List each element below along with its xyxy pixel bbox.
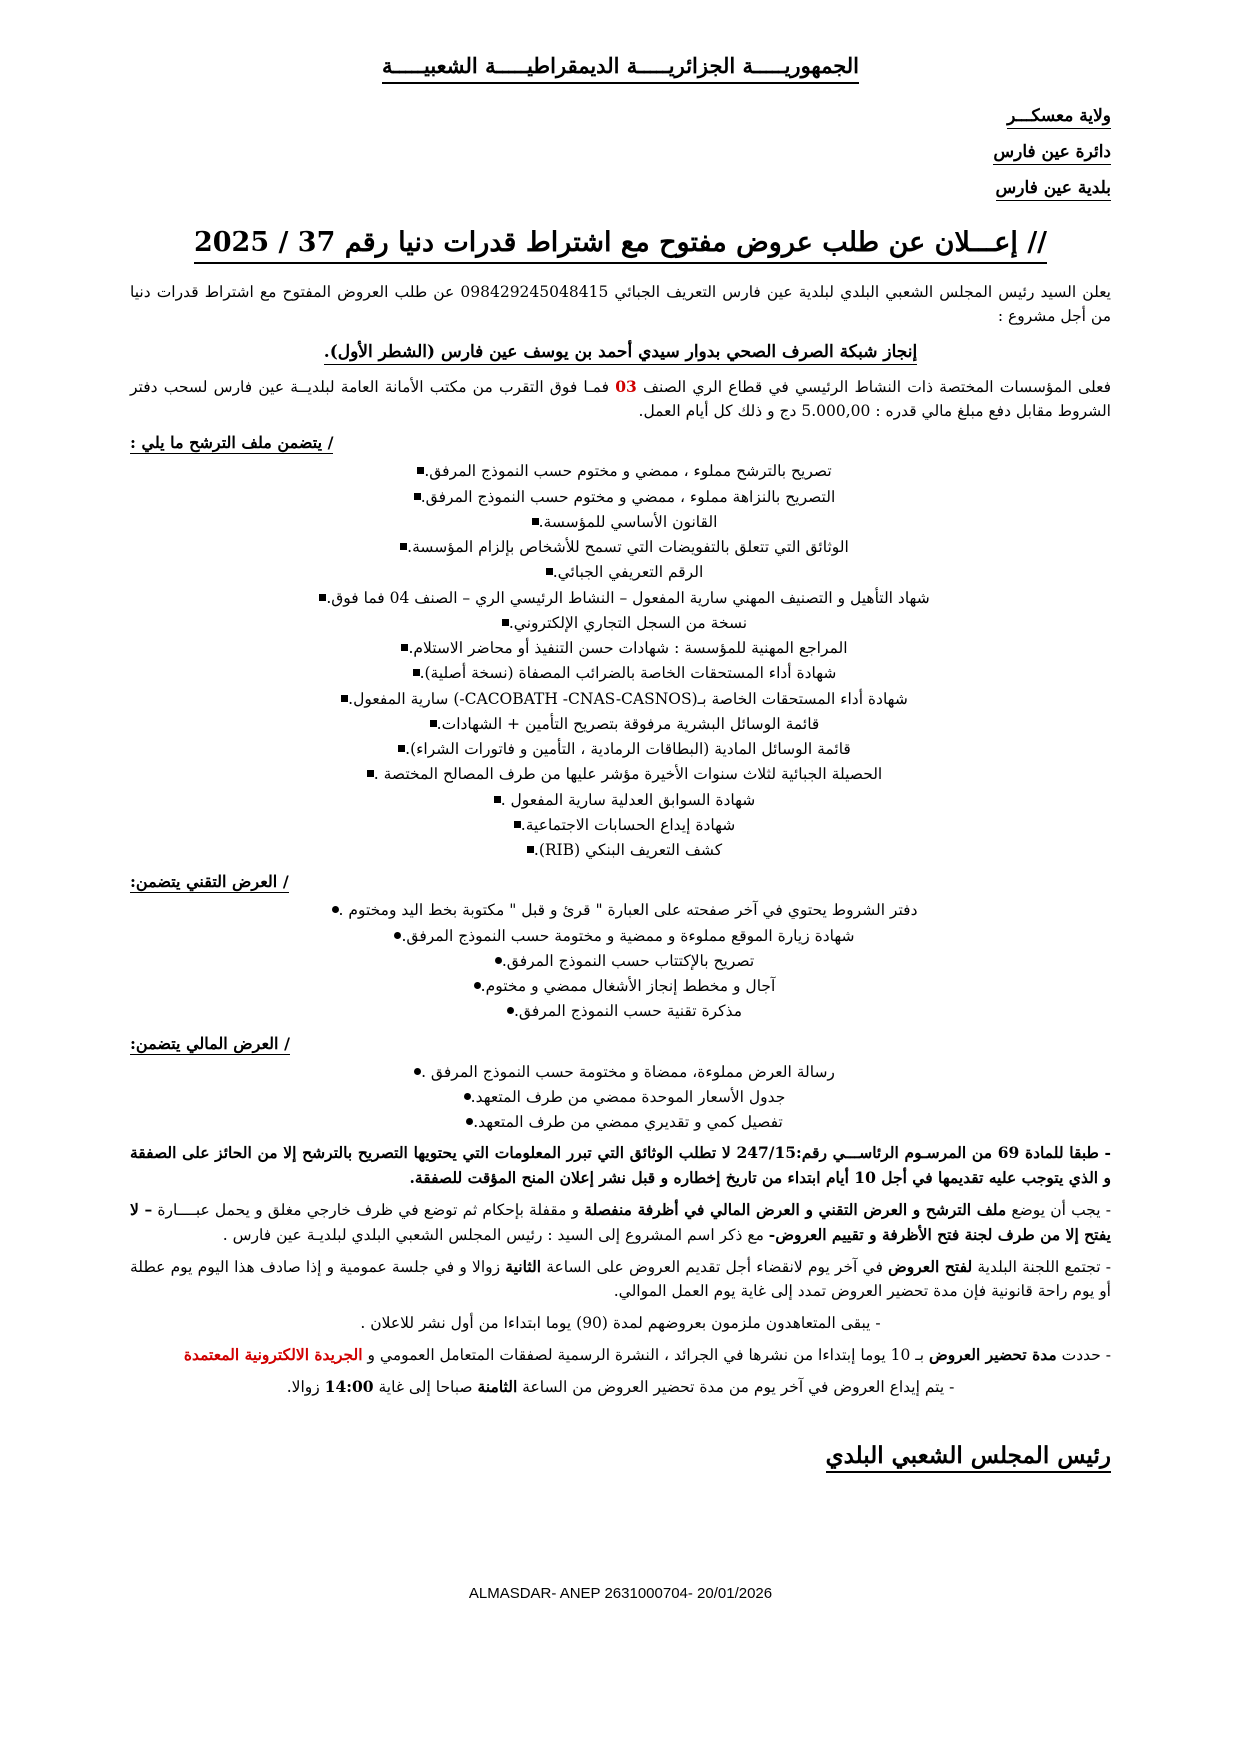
condition-preparation-b: مدة تحضير العروض	[929, 1344, 1057, 1364]
project-title	[130, 342, 1111, 365]
baladia-line	[130, 178, 1111, 201]
organisation-block	[130, 106, 1111, 201]
footer	[130, 1583, 1111, 1602]
list-item	[130, 686, 1111, 711]
list-item	[130, 761, 1111, 786]
candidacy-item-text: الحصيلة الجبائية لثلاث سنوات الأخيرة مؤشر عليها من طرف المصالح المختصة .	[373, 765, 883, 784]
technical-offer-heading-text: / العرض التقني يتضمن:	[130, 872, 289, 892]
list-item	[130, 484, 1111, 509]
list-item	[130, 837, 1111, 862]
square-bullet-icon	[367, 761, 374, 784]
condition-preparation-red: الجريدة الالكترونية المعتمدة	[183, 1344, 363, 1364]
dot-bullet-icon	[466, 1109, 473, 1132]
tax-id-value: 098429245048415	[460, 283, 609, 302]
list-item	[130, 509, 1111, 534]
candidacy-item-text: تصريح بالترشح مملوء ، ممضي و مختوم حسب النموذج المرفق.	[424, 462, 832, 481]
square-bullet-icon	[494, 787, 501, 810]
condition-opening-e: زوالا و في جلسة عمومية و إذا صادف هذا اليوم يوم عطلة أو يوم راحة قانونية فإن مدة تحضير العروض تمدد إلى غاية يوم العمل الموالي.	[130, 1257, 1111, 1301]
technical-item-text: آجال و مخطط إنجاز الأشغال ممضي و مختوم.	[480, 977, 776, 996]
candidacy-item-text: قائمة الوسائل البشرية مرفوقة بتصريح التأمين + الشهادات.	[436, 714, 820, 733]
announcement-title	[130, 227, 1111, 264]
condition-opening-b: لفتح العروض	[888, 1256, 973, 1276]
candidacy-item-text: نسخة من السجل التجاري الإلكتروني.	[508, 613, 748, 632]
financial-item-text: تفصيل كمي و تقديري ممضي من طرف المتعهد.	[473, 1113, 783, 1132]
candidacy-item-text: القانون الأساسي للمؤسسة.	[538, 512, 718, 531]
condition-opening-a: - تجتمع اللجنة البلدية	[972, 1257, 1112, 1276]
candidacy-item-text: شهادة إيداع الحسابات الاجتماعية.	[520, 815, 736, 834]
condition-preparation-a: - حددت	[1056, 1345, 1111, 1364]
candidacy-item-text: الرقم التعريفي الجبائي.	[552, 563, 704, 582]
condition-deposit-e: زوالا.	[286, 1377, 325, 1396]
eligibility-text-a: فعلى المؤسسات المختصة ذات النشاط الرئيسي في قطاع الري الصنف	[636, 378, 1111, 397]
financial-offer-heading	[130, 1034, 1111, 1055]
list-item	[130, 948, 1111, 973]
square-bullet-icon	[514, 812, 521, 835]
technical-item-text: شهادة زيارة الموقع مملوءة و ممضية و مختومة حسب النموذج المرفق.	[401, 926, 855, 945]
condition-decree: - طبقا للمادة 69 من المرسـوم الرئاســـي رقم:247/15 لا تطلب الوثائق التي تبرر المعلومات التي يحتويها التصريح بالترشح إلا من الحائز على الصفقة و الذي يتوجب عليه تقديمها في أجل 10 أيام ابتداء من تاريخ إخطاره و قبل نشر إعلان المنح المؤقت للصفقة.	[130, 1143, 1111, 1188]
candidacy-item-text: قائمة الوسائل المادية (البطاقات الرمادية ، التأمين و فاتورات الشراء).	[405, 740, 851, 759]
daira-label: دائرة عين فارس	[993, 142, 1111, 165]
square-bullet-icon	[400, 534, 407, 557]
list-item	[130, 973, 1111, 998]
candidacy-item-text: شهادة السوابق العدلية سارية المفعول .	[500, 790, 756, 809]
financial-item-text: جدول الأسعار الموحدة ممضي من طرف المتعهد.	[470, 1087, 786, 1106]
candidacy-item-text: شهادة أداء المستحقات الخاصة بالضرائب المصفاة (نسخة أصلية).	[419, 664, 837, 683]
dot-bullet-icon	[495, 948, 502, 971]
candidacy-item-text: المراجع المهنية للمؤسسة : شهادات حسن التنفيذ أو محاضر الاستلام.	[408, 639, 848, 658]
condition-envelopes-d: – لا يفتح إلا من طرف لجنة فتح الأظرفة و تقييم العروض-	[130, 1199, 1111, 1244]
technical-item-text: دفتر الشروط يحتوي في آخر صفحته على العبارة " قرئ و قبل " مكتوبة بخط اليد ومختوم .	[338, 901, 918, 920]
dot-bullet-icon	[394, 923, 401, 946]
list-item	[130, 559, 1111, 584]
footer-reference: ALMASDAR- ANEP 2631000704- 20/01/2026	[468, 1584, 773, 1602]
financial-offer-list	[130, 1059, 1111, 1135]
condition-deposit-hour-start: الثامنة	[477, 1376, 518, 1396]
intro-text-a: يعلن السيد رئيس المجلس الشعبي البلدي لبلدية عين فارس التعريف الجبائي	[608, 283, 1111, 302]
square-bullet-icon	[532, 509, 539, 532]
required-class-value: 03	[615, 377, 637, 397]
candidacy-item-text: الوثائق التي تتعلق بالتفويضات التي تسمح للأشخاص بإلزام المؤسسة.	[407, 538, 849, 557]
dot-bullet-icon	[464, 1084, 471, 1107]
square-bullet-icon	[430, 711, 437, 734]
list-item	[130, 610, 1111, 635]
dot-bullet-icon	[332, 897, 339, 920]
condition-envelopes-e: مع ذكر اسم المشروع إلى السيد : رئيس المجلس الشعبي البلدي لبلديـة عين فارس .	[222, 1225, 769, 1244]
list-item	[130, 736, 1111, 761]
signature-title: رئيس المجلس الشعبي البلدي	[826, 1442, 1111, 1473]
square-bullet-icon	[401, 635, 408, 658]
dossier-price-value: 5.000,00	[801, 402, 871, 421]
condition-preparation	[130, 1343, 1111, 1368]
condition-deposit-a: - يتم إيداع العروض في آخر يوم من مدة تحضير العروض من الساعة	[517, 1377, 955, 1396]
baladia-label: بلدية عين فارس	[996, 178, 1111, 201]
condition-opening-hour: الثانية	[505, 1256, 542, 1276]
candidacy-item-text: كشف التعريف البنكي (RIB).	[533, 841, 723, 860]
square-bullet-icon	[417, 458, 424, 481]
list-item	[130, 812, 1111, 837]
intro-paragraph	[130, 280, 1111, 328]
condition-opening-c: في آخر يوم لانقضاء أجل تقديم العروض على الساعة	[541, 1257, 889, 1276]
dot-bullet-icon	[507, 998, 514, 1021]
list-item	[130, 534, 1111, 559]
eligibility-text-c: دج و ذلك كل أيام العمل.	[638, 402, 802, 421]
wilaya-label: ولاية معسكـــر	[1007, 106, 1111, 129]
list-item	[130, 1109, 1111, 1134]
project-title-text: إنجاز شبكة الصرف الصحي بدوار سيدي أحمد بن يوسف عين فارس (الشطر الأول).	[324, 342, 917, 365]
eligibility-text-b: فمـا فوق التقرب من مكتب الأمانة العامة لبلديــة عين فارس لسحب دفتر الشروط مقابل دفع مبلغ مالي قدره :	[130, 378, 1111, 421]
list-item	[130, 897, 1111, 922]
dot-bullet-icon	[414, 1059, 421, 1082]
daira-line	[130, 142, 1111, 165]
square-bullet-icon	[546, 559, 553, 582]
square-bullet-icon	[414, 484, 421, 507]
condition-preparation-c: بـ 10 يوما إبتداءا من نشرها في الجرائد ، النشرة الرسمية لصفقات المتعامل العمومي و	[362, 1345, 930, 1364]
list-item	[130, 711, 1111, 736]
intro-text-b: عن طلب العروض المفتوح مع اشتراط قدرات دنيا من أجل مشروع :	[130, 283, 1111, 326]
square-bullet-icon	[527, 837, 534, 860]
list-item	[130, 1059, 1111, 1084]
dot-bullet-icon	[474, 973, 481, 996]
financial-item-text: رسالة العرض مملوءة، ممضاة و مختومة حسب النموذج المرفق .	[421, 1062, 835, 1081]
list-item	[130, 585, 1111, 610]
list-item	[130, 998, 1111, 1023]
condition-envelopes-b: ملف الترشح و العرض التقني و العرض المالي في أظرفة منفصلة	[584, 1199, 1007, 1219]
condition-deposit-c: صباحا إلى غاية	[373, 1377, 478, 1396]
technical-item-text: مذكرة تقنية حسب النموذج المرفق.	[513, 1002, 743, 1021]
candidacy-item-text: التصريح بالنزاهة مملوء ، ممضي و مختوم حسب النموذج المرفق.	[420, 487, 836, 506]
square-bullet-icon	[319, 585, 326, 608]
square-bullet-icon	[502, 610, 509, 633]
candidacy-heading-text: / يتضمن ملف الترشح ما يلي :	[130, 433, 334, 453]
condition-envelopes	[130, 1198, 1111, 1248]
list-item	[130, 923, 1111, 948]
list-item	[130, 458, 1111, 483]
list-item	[130, 635, 1111, 660]
candidacy-item-text: شهادة أداء المستحقات الخاصة بـ(CACOBATH -CNAS-CASNOS-) سارية المفعول.	[348, 689, 908, 708]
signature-block	[130, 1442, 1111, 1473]
condition-envelopes-c: و مقفلة بإحكام ثم توضع في ظرف خارجي مغلق و يحمل عبــــارة	[152, 1200, 585, 1219]
condition-envelopes-a: - يجب أن يوضع	[1006, 1200, 1111, 1219]
candidacy-heading	[130, 433, 1111, 454]
candidacy-item-text: شهاد التأهيل و التصنيف المهني سارية المفعول – النشاط الرئيسي الري – الصنف 04 فما فوق.	[326, 588, 930, 607]
announcement-title-text: // إعـــلان عن طلب عروض مفتوح مع اشتراط قدرات دنيا رقم 37 / 2025	[194, 227, 1047, 264]
square-bullet-icon	[413, 660, 420, 683]
condition-deposit-hour-end: 14:00	[324, 1376, 374, 1396]
republic-title: الجمهوريـــــة الجزائريـــــة الديمقراطيـــــة الشعبيـــــة	[382, 52, 859, 84]
condition-opening	[130, 1255, 1111, 1305]
eligibility-paragraph	[130, 375, 1111, 423]
financial-offer-heading-text: / العرض المالي يتضمن:	[130, 1033, 290, 1053]
technical-offer-heading	[130, 872, 1111, 893]
square-bullet-icon	[341, 686, 348, 709]
candidacy-list	[130, 458, 1111, 862]
condition-validity: - يبقى المتعاهدون ملزمون بعروضهم لمدة (90) يوما ابتداءا من أول نشر للاعلان .	[360, 1314, 881, 1333]
square-bullet-icon	[398, 736, 405, 759]
wilaya-line	[130, 106, 1111, 129]
national-header	[130, 52, 1111, 84]
technical-item-text: تصريح بالإكتتاب حسب النموذج المرفق.	[501, 951, 755, 970]
list-item	[130, 787, 1111, 812]
condition-deposit	[130, 1375, 1111, 1400]
list-item	[130, 660, 1111, 685]
technical-offer-list	[130, 897, 1111, 1023]
list-item	[130, 1084, 1111, 1109]
